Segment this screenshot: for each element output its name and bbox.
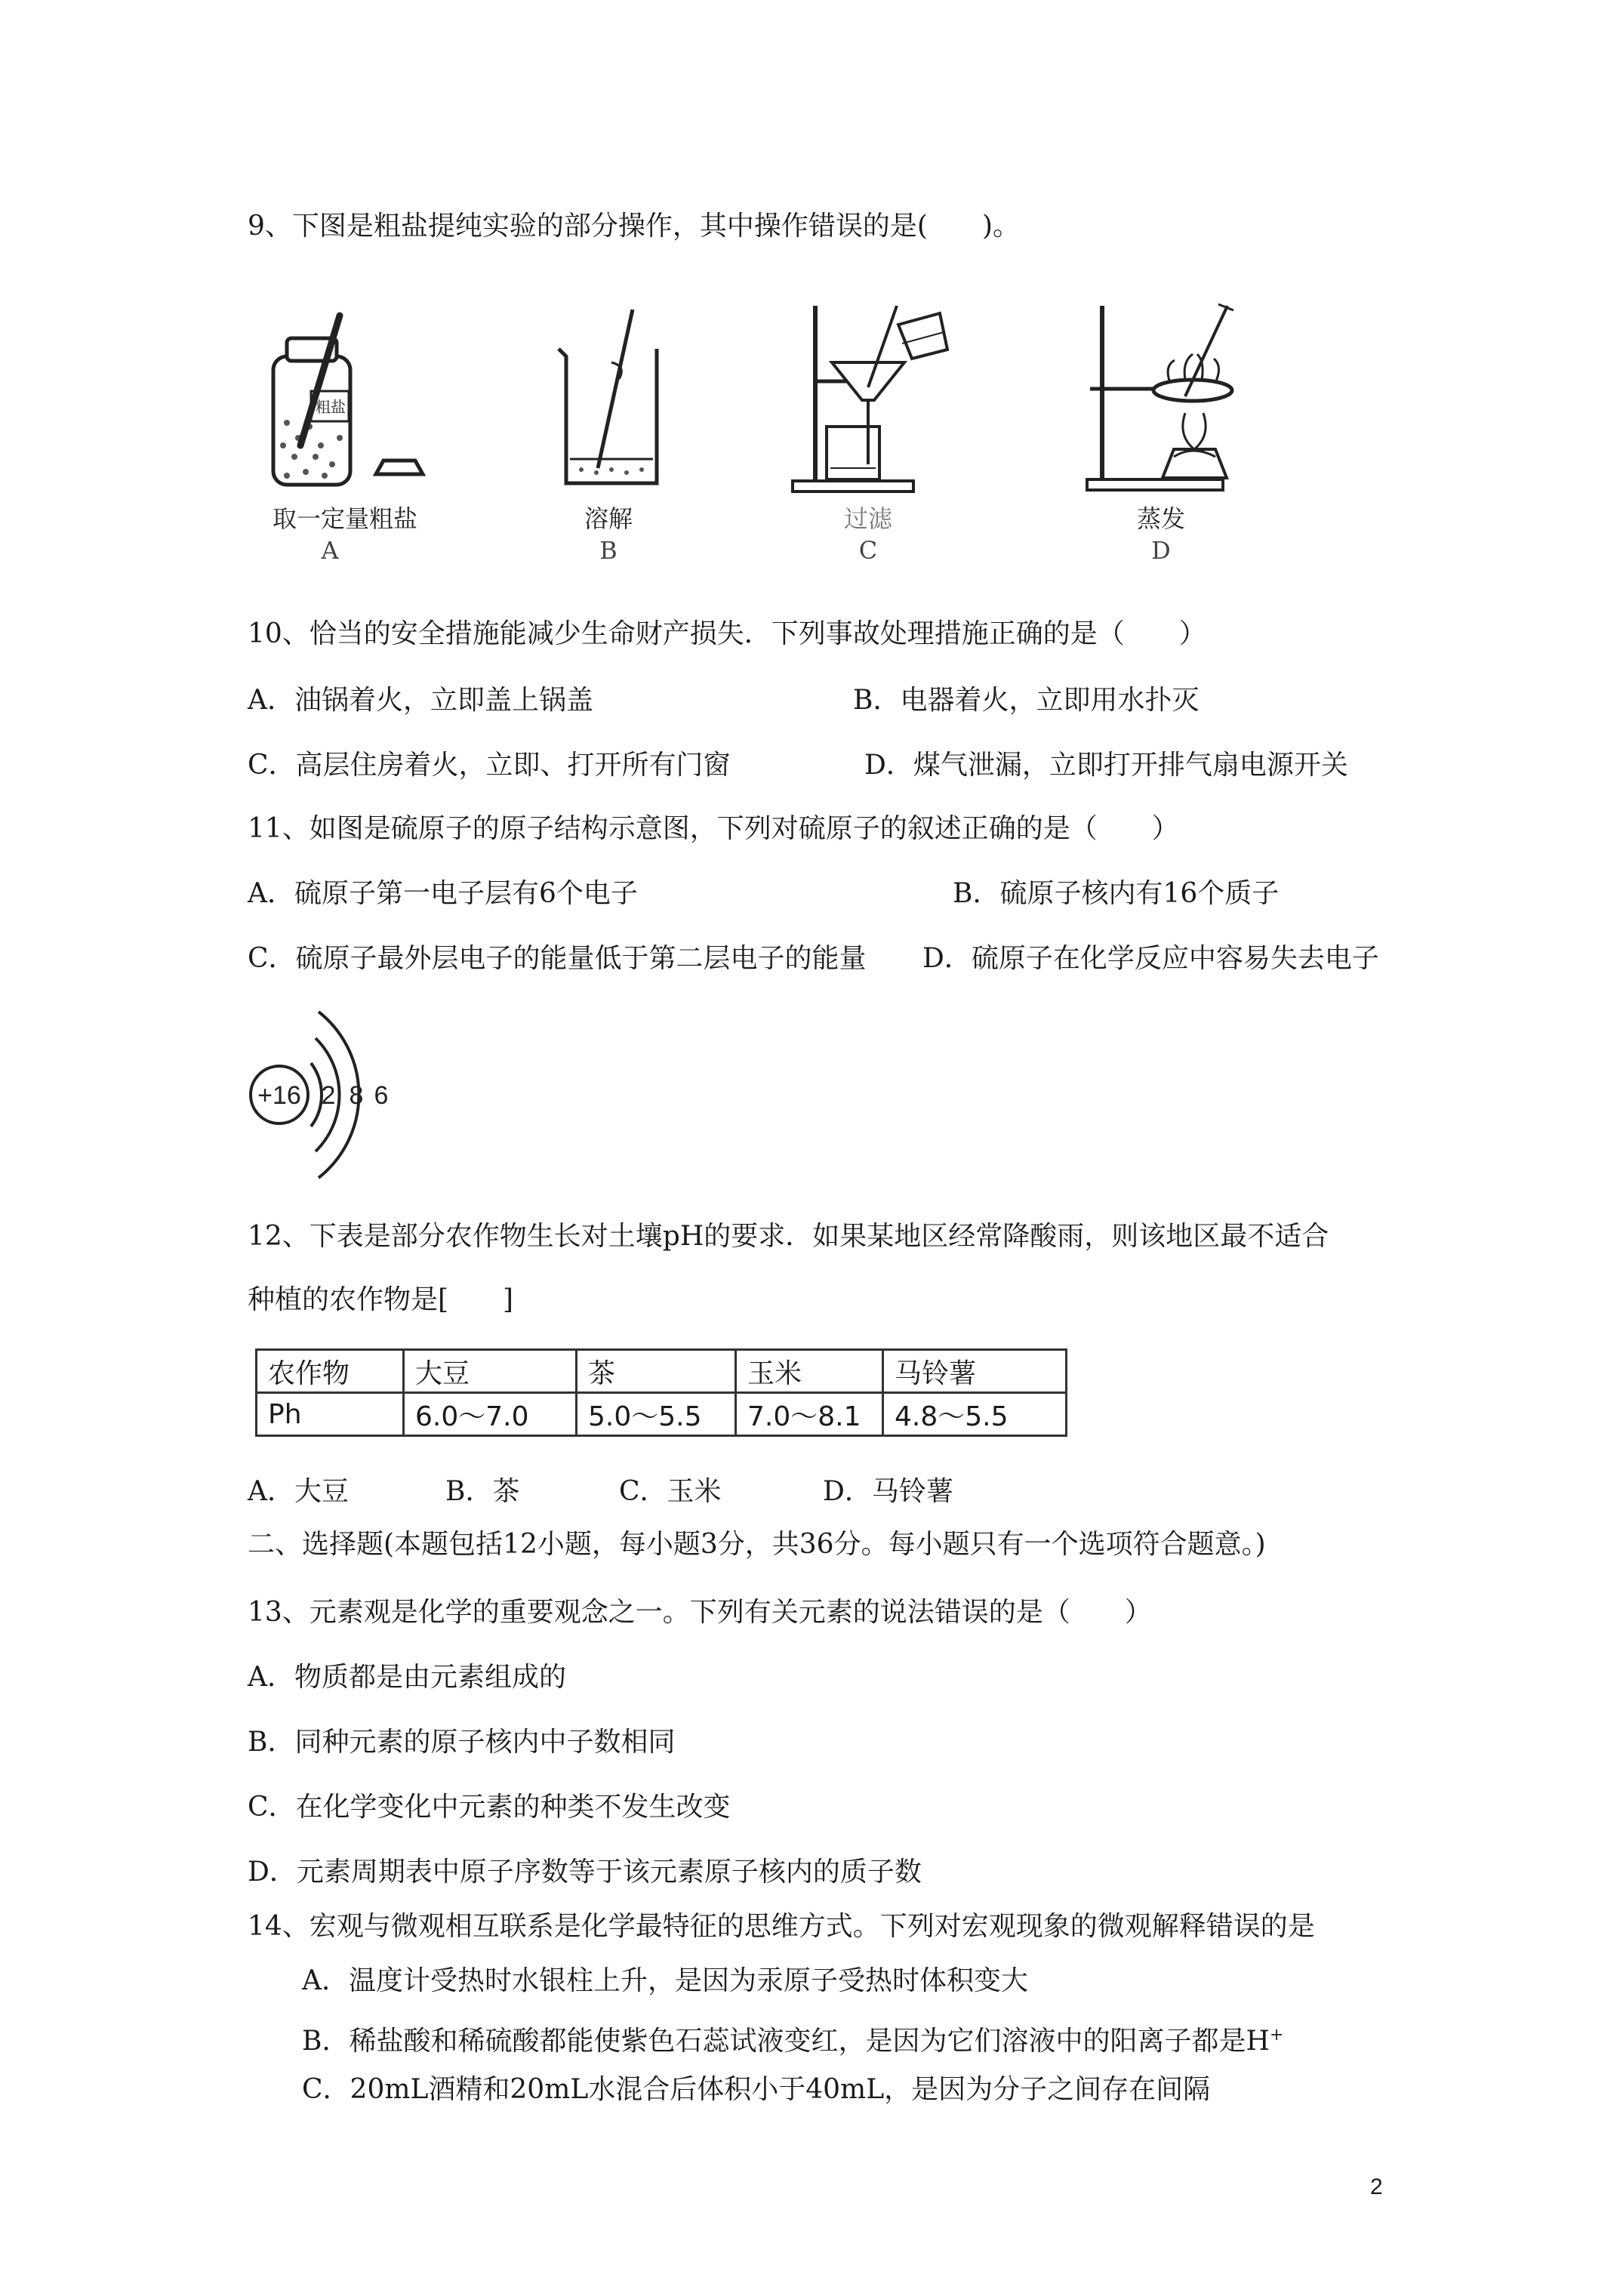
table-cell: 6.0～7.0: [404, 1393, 577, 1436]
q12-option-c: C．玉米: [619, 1476, 722, 1507]
sulfur-atom-diagram: [242, 997, 408, 1193]
q11-option-d: D．硫原子在化学反应中容易失去电子: [922, 943, 1379, 974]
page-number: 2: [1370, 2174, 1383, 2199]
shell-2-count: 8: [349, 1081, 364, 1110]
svg-text:粗盐: 粗盐: [316, 398, 346, 416]
ph-table: [255, 1348, 1067, 1437]
table-cell: 7.0～8.1: [736, 1393, 883, 1436]
q11-option-a: A．硫原子第一电子层有6个电子: [248, 878, 638, 909]
caption-c: 过滤: [843, 504, 892, 533]
shell-1-count: 2: [321, 1081, 336, 1110]
q14-option-a: A．温度计受热时水银柱上升，是因为汞原子受热时体积变大: [302, 1965, 1028, 1996]
q10-option-a: A．油锅着火，立即盖上锅盖: [248, 685, 593, 716]
q13-option-d: D．元素周期表中原子序数等于该元素原子核内的质子数: [248, 1857, 922, 1888]
letter-c: C: [858, 536, 878, 565]
q10-stem: 10、恰当的安全措施能减少生命财产损失．下列事故处理措施正确的是（ ）: [248, 618, 1206, 649]
q13-option-c: C．在化学变化中元素的种类不发生改变: [248, 1792, 731, 1823]
caption-a: 取一定量粗盐: [272, 504, 417, 533]
section-heading: 二、选择题(本题包括12小题，每小题3分，共36分。每小题只有一个选项符合题意。): [248, 1529, 1266, 1560]
table-cell: 马铃薯: [883, 1350, 1067, 1393]
q13-stem: 13、元素观是化学的重要观念之一。下列有关元素的说法错误的是（ ）: [248, 1597, 1152, 1628]
caption-d: 蒸发: [1136, 504, 1185, 533]
q12-option-a: A．大豆: [248, 1476, 349, 1507]
q12-stem-line1: 12、下表是部分农作物生长对土壤pH的要求．如果某地区经常降酸雨，则该地区最不适合: [248, 1221, 1329, 1252]
superscript-plus: +: [1269, 2026, 1284, 2045]
q9-stem: 9、下图是粗盐提纯实验的部分操作，其中操作错误的是( )。: [248, 211, 1020, 242]
q14-option-b-text: B．稀盐酸和稀硫酸都能使紫色石蕊试液变红，是因为它们溶液中的阳离子都是H: [302, 2026, 1270, 2057]
table-cell: 玉米: [736, 1350, 883, 1393]
letter-d: D: [1151, 536, 1171, 565]
caption-b: 溶解: [584, 504, 633, 533]
q11-option-c: C．硫原子最外层电子的能量低于第二层电子的能量: [248, 943, 867, 974]
q10-option-b: B．电器着火，立即用水扑灭: [853, 685, 1200, 716]
q11-option-b: B．硫原子核内有16个质子: [953, 878, 1280, 909]
letter-a: A: [321, 536, 339, 565]
table-row: [257, 1393, 1067, 1436]
q11-stem: 11、如图是硫原子的原子结构示意图，下列对硫原子的叙述正确的是（ ）: [248, 813, 1179, 844]
table-cell: 5.0～5.5: [577, 1393, 736, 1436]
evaporation-figure: [1072, 298, 1253, 498]
shell-3-count: 6: [374, 1081, 389, 1110]
q12-stem-line2: 种植的农作物是[ ]: [248, 1284, 514, 1315]
table-cell: 大豆: [404, 1350, 577, 1393]
table-header-row: [257, 1350, 1067, 1393]
q14-option-b: [302, 2019, 1283, 2058]
beaker-figure: [536, 294, 687, 498]
table-cell: Ph: [257, 1393, 404, 1436]
q10-option-d: D．煤气泄漏，立即打开排气扇电源开关: [864, 750, 1348, 781]
q13-option-a: A．物质都是由元素组成的: [248, 1662, 566, 1693]
nucleus-charge: +16: [257, 1081, 301, 1110]
q12-option-b: B．茶: [445, 1476, 520, 1507]
q10-option-c: C．高层住房着火，立即、打开所有门窗: [248, 750, 731, 781]
q12-option-d: D．马铃薯: [823, 1476, 953, 1507]
q14-stem: 14、宏观与微观相互联系是化学最特征的思维方式。下列对宏观现象的微观解释错误的是: [248, 1911, 1315, 1942]
table-cell: 农作物: [257, 1350, 404, 1393]
table-cell: 茶: [577, 1350, 736, 1393]
letter-b: B: [599, 536, 617, 565]
q13-option-b: B．同种元素的原子核内中子数相同: [248, 1727, 676, 1758]
filtration-figure: [785, 298, 974, 498]
jar-figure: [257, 294, 430, 498]
q14-option-c: C．20mL酒精和20mL水混合后体积小于40mL，是因为分子之间存在间隔: [302, 2074, 1211, 2105]
table-cell: 4.8～5.5: [883, 1393, 1067, 1436]
